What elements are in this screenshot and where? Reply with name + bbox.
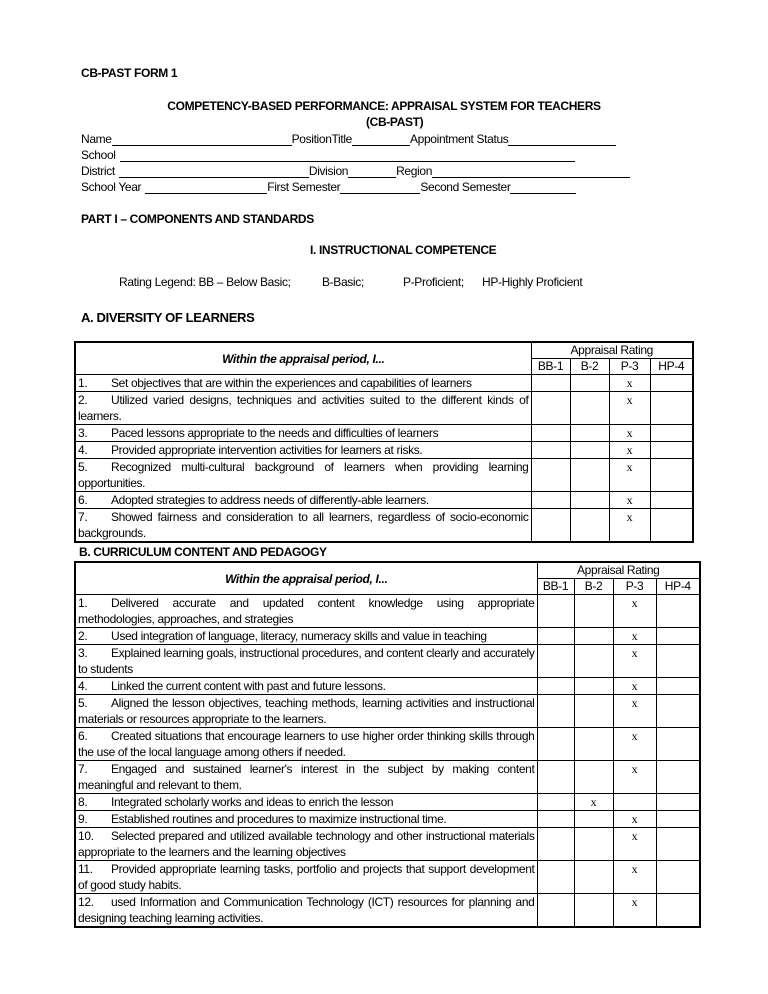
rating-col-header: HP-4 xyxy=(650,359,693,375)
item-text xyxy=(75,861,537,894)
rating-cell[interactable] xyxy=(656,595,700,628)
item-description: Engaged and sustained learner's interest in the subject by making content meaningful and relevant to them. xyxy=(78,762,535,792)
legend-b: B-Basic; xyxy=(322,275,364,289)
rating-cell-marked[interactable]: x xyxy=(613,695,656,728)
rating-cell[interactable] xyxy=(537,794,574,811)
rating-cell[interactable] xyxy=(531,375,570,392)
second-semester-label: Second Semester xyxy=(420,180,511,194)
item-number: 7. xyxy=(78,762,88,776)
table-row xyxy=(75,794,700,811)
item-text xyxy=(75,695,537,728)
rating-cell-marked[interactable]: x xyxy=(613,645,656,678)
rating-cell[interactable] xyxy=(537,811,574,828)
rating-cell[interactable] xyxy=(656,811,700,828)
rating-cell[interactable] xyxy=(574,811,613,828)
rating-cell[interactable] xyxy=(574,645,613,678)
period-header: Within the appraisal period, I... xyxy=(75,342,531,375)
rating-cell-marked[interactable]: x xyxy=(609,375,650,392)
table-row xyxy=(75,728,700,761)
school-field[interactable] xyxy=(120,150,575,162)
legend-hp: HP-Highly Proficient xyxy=(482,275,583,289)
rating-cell[interactable] xyxy=(656,828,700,861)
item-description: Utilized varied designs, techniques and activities suited to the different kinds of learners. xyxy=(78,393,529,423)
rating-cell[interactable] xyxy=(656,728,700,761)
item-text xyxy=(75,761,537,794)
item-description: Used integration of language, literacy, numeracy skills and value in teaching xyxy=(111,629,487,643)
table-row xyxy=(75,459,693,492)
division-field[interactable] xyxy=(348,166,396,178)
rating-cell[interactable] xyxy=(537,728,574,761)
rating-cell-marked[interactable]: x xyxy=(613,728,656,761)
name-label: Name xyxy=(81,132,112,146)
section-a-title: A. DIVERSITY OF LEARNERS xyxy=(81,310,255,325)
rating-cell[interactable] xyxy=(656,761,700,794)
name-field[interactable] xyxy=(112,134,292,146)
appraisal-rating-header: Appraisal Rating xyxy=(531,342,693,359)
rating-cell[interactable] xyxy=(537,628,574,645)
section-a-table xyxy=(74,341,694,543)
rating-cell[interactable] xyxy=(656,645,700,678)
rating-cell[interactable] xyxy=(570,392,609,425)
appointment-status-field[interactable] xyxy=(508,134,616,146)
rating-cell[interactable] xyxy=(656,678,700,695)
item-number: 11. xyxy=(78,862,93,876)
item-description: Created situations that encourage learners to use higher order thinking skills through the use of the local language among others if needed. xyxy=(78,729,535,759)
rating-cell[interactable] xyxy=(656,695,700,728)
item-number: 4. xyxy=(78,443,88,457)
item-description: used Information and Communication Technology (ICT) resources for planning and designing teaching learning activities. xyxy=(78,895,535,925)
item-description: Recognized multi-cultural background of learners when providing learning opportunities. xyxy=(78,460,529,490)
item-number: 8. xyxy=(78,795,88,809)
item-number: 4. xyxy=(78,679,88,693)
item-text xyxy=(75,595,537,628)
rating-col-header: BB-1 xyxy=(537,579,574,595)
item-description: Paced lessons appropriate to the needs and difficulties of learners xyxy=(111,426,439,440)
form-row-name xyxy=(81,131,616,146)
table-row xyxy=(75,425,693,442)
rating-cell-marked[interactable]: x xyxy=(574,794,613,811)
item-text xyxy=(75,828,537,861)
rating-cell[interactable] xyxy=(537,861,574,894)
rating-cell[interactable] xyxy=(574,628,613,645)
second-semester-field[interactable] xyxy=(510,182,576,194)
rating-col-header: HP-4 xyxy=(656,579,700,595)
rating-cell[interactable] xyxy=(574,728,613,761)
rating-cell[interactable] xyxy=(574,678,613,695)
form-id: CB-PAST FORM 1 xyxy=(81,66,178,80)
item-description: Aligned the lesson objectives, teaching methods, learning activities and instructional materials or resources appropriate to the learners. xyxy=(78,696,535,726)
table-row xyxy=(75,645,700,678)
table-row xyxy=(75,761,700,794)
rating-cell[interactable] xyxy=(531,425,570,442)
table-row xyxy=(75,695,700,728)
rating-cell[interactable] xyxy=(574,828,613,861)
item-description: Set objectives that are within the experiences and capabilities of learners xyxy=(111,376,472,390)
rating-cell[interactable] xyxy=(574,595,613,628)
item-text xyxy=(75,375,531,392)
rating-cell[interactable] xyxy=(650,442,693,459)
item-text xyxy=(75,459,531,492)
section-b-table xyxy=(74,561,701,928)
rating-cell[interactable] xyxy=(570,509,609,543)
rating-col-header: BB-1 xyxy=(531,359,570,375)
period-header: Within the appraisal period, I... xyxy=(75,562,537,595)
rating-cell[interactable] xyxy=(570,425,609,442)
position-title-label: PositionTitle xyxy=(291,132,352,146)
rating-cell[interactable] xyxy=(537,761,574,794)
position-title-field[interactable] xyxy=(352,134,410,146)
rating-cell-marked[interactable]: x xyxy=(609,442,650,459)
item-number: 6. xyxy=(78,493,88,507)
rating-cell[interactable] xyxy=(537,695,574,728)
item-number: 7. xyxy=(78,510,88,524)
rating-cell-marked[interactable]: x xyxy=(609,425,650,442)
rating-cell-marked[interactable]: x xyxy=(613,828,656,861)
legend-bb: Rating Legend: BB – Below Basic; xyxy=(119,275,291,289)
rating-cell[interactable] xyxy=(650,459,693,492)
district-label: District xyxy=(81,164,115,178)
item-description: Showed fairness and consideration to all learners, regardless of socio-economic backgrounds. xyxy=(78,510,529,540)
item-text xyxy=(75,628,537,645)
rating-cell[interactable] xyxy=(650,492,693,509)
district-field[interactable] xyxy=(119,166,309,178)
item-description: Provided appropriate intervention activities for learners at risks. xyxy=(111,443,423,457)
rating-cell[interactable] xyxy=(570,492,609,509)
item-text xyxy=(75,678,537,695)
legend-p: P-Proficient; xyxy=(403,275,464,289)
division-label: Division xyxy=(308,164,349,178)
rating-cell-marked[interactable]: x xyxy=(609,492,650,509)
region-field[interactable] xyxy=(432,166,630,178)
table-row xyxy=(75,628,700,645)
item-number: 5. xyxy=(78,696,88,710)
item-description: Established routines and procedures to maximize instructional time. xyxy=(111,812,447,826)
rating-cell-marked[interactable]: x xyxy=(613,761,656,794)
item-description: Explained learning goals, instructional procedures, and content clearly and accurately to students xyxy=(78,646,535,676)
table-row xyxy=(75,442,693,459)
school-year-label: School Year xyxy=(81,180,142,194)
table-row xyxy=(75,492,693,509)
rating-cell[interactable] xyxy=(574,861,613,894)
rating-cell-marked[interactable]: x xyxy=(613,894,656,928)
rating-cell[interactable] xyxy=(531,392,570,425)
rating-cell[interactable] xyxy=(650,509,693,543)
rating-cell[interactable] xyxy=(537,828,574,861)
item-text xyxy=(75,794,537,811)
item-description: Selected prepared and utilized available technology and other instructional materials appropriate to the learners and the learning objectives xyxy=(78,829,535,859)
first-semester-label: First Semester xyxy=(267,180,341,194)
rating-cell[interactable] xyxy=(574,695,613,728)
appointment-status-label: Appointment Status xyxy=(410,132,509,146)
rating-cell-marked[interactable]: x xyxy=(609,392,650,425)
rating-cell-marked[interactable]: x xyxy=(613,678,656,695)
rating-cell[interactable] xyxy=(537,894,574,928)
table-row xyxy=(75,392,693,425)
table-row xyxy=(75,894,700,928)
item-text xyxy=(75,645,537,678)
region-label: Region xyxy=(396,164,433,178)
item-text xyxy=(75,811,537,828)
rating-cell[interactable] xyxy=(650,392,693,425)
item-number: 3. xyxy=(78,646,88,660)
rating-cell-marked[interactable]: x xyxy=(613,595,656,628)
item-number: 10. xyxy=(78,829,94,843)
rating-cell[interactable] xyxy=(574,761,613,794)
item-number: 3. xyxy=(78,426,88,440)
item-number: 2. xyxy=(78,629,88,643)
item-number: 12. xyxy=(78,895,94,909)
item-text xyxy=(75,509,531,543)
appraisal-rating-header: Appraisal Rating xyxy=(537,562,700,579)
item-number: 6. xyxy=(78,729,88,743)
school-year-field[interactable] xyxy=(145,182,267,194)
competence-heading: I. INSTRUCTIONAL COMPETENCE xyxy=(310,243,497,257)
table-row xyxy=(75,811,700,828)
rating-cell-marked[interactable]: x xyxy=(613,811,656,828)
rating-cell[interactable] xyxy=(531,492,570,509)
rating-cell-marked[interactable]: x xyxy=(613,628,656,645)
rating-cell[interactable] xyxy=(613,794,656,811)
item-number: 2. xyxy=(78,393,88,407)
item-description: Provided appropriate learning tasks, portfolio and projects that support development of good study habits. xyxy=(78,862,535,892)
rating-cell[interactable] xyxy=(570,459,609,492)
form-row-school xyxy=(81,147,575,162)
rating-cell[interactable] xyxy=(531,509,570,543)
item-text xyxy=(75,728,537,761)
item-text xyxy=(75,392,531,425)
item-description: Integrated scholarly works and ideas to enrich the lesson xyxy=(111,795,394,809)
rating-cell-marked[interactable]: x xyxy=(609,509,650,543)
item-description: Delivered accurate and updated content knowledge using appropriate methodologies, approaches, and strategies xyxy=(78,596,535,626)
rating-col-header: P-3 xyxy=(613,579,656,595)
rating-cell[interactable] xyxy=(537,595,574,628)
item-text xyxy=(75,442,531,459)
item-number: 1. xyxy=(78,596,88,610)
rating-cell[interactable] xyxy=(570,442,609,459)
rating-cell[interactable] xyxy=(656,894,700,928)
document-subtitle: (CB-PAST) xyxy=(366,115,424,129)
item-text xyxy=(75,425,531,442)
item-number: 5. xyxy=(78,460,88,474)
form-row-district xyxy=(81,163,630,178)
rating-cell[interactable] xyxy=(537,678,574,695)
first-semester-field[interactable] xyxy=(340,182,420,194)
part-heading: PART I – COMPONENTS AND STANDARDS xyxy=(81,212,314,226)
table-row xyxy=(75,828,700,861)
table-row xyxy=(75,595,700,628)
form-row-school-year xyxy=(81,179,576,194)
item-text xyxy=(75,492,531,509)
item-number: 1. xyxy=(78,376,88,390)
item-description: Linked the current content with past and future lessons. xyxy=(111,679,386,693)
table-row xyxy=(75,509,693,543)
rating-col-header: P-3 xyxy=(609,359,650,375)
rating-cell[interactable] xyxy=(537,645,574,678)
rating-cell-marked[interactable]: x xyxy=(609,459,650,492)
rating-cell[interactable] xyxy=(656,861,700,894)
rating-cell-marked[interactable]: x xyxy=(613,861,656,894)
rating-cell[interactable] xyxy=(574,894,613,928)
item-description: Adopted strategies to address needs of differently-able learners. xyxy=(111,493,429,507)
table-row xyxy=(75,678,700,695)
rating-cell[interactable] xyxy=(650,375,693,392)
rating-cell[interactable] xyxy=(570,375,609,392)
rating-cell[interactable] xyxy=(656,628,700,645)
item-text xyxy=(75,894,537,928)
rating-col-header: B-2 xyxy=(574,579,613,595)
table-row xyxy=(75,861,700,894)
rating-cell[interactable] xyxy=(531,442,570,459)
rating-cell[interactable] xyxy=(531,459,570,492)
item-number: 9. xyxy=(78,812,88,826)
rating-cell[interactable] xyxy=(650,425,693,442)
school-label: School xyxy=(81,148,116,162)
section-b-title: B. CURRICULUM CONTENT AND PEDAGOGY xyxy=(79,545,327,559)
document-title: COMPETENCY-BASED PERFORMANCE: APPRAISAL SYSTEM FOR TEACHERS xyxy=(167,99,601,113)
rating-col-header: B-2 xyxy=(570,359,609,375)
table-row xyxy=(75,375,693,392)
rating-cell[interactable] xyxy=(656,794,700,811)
